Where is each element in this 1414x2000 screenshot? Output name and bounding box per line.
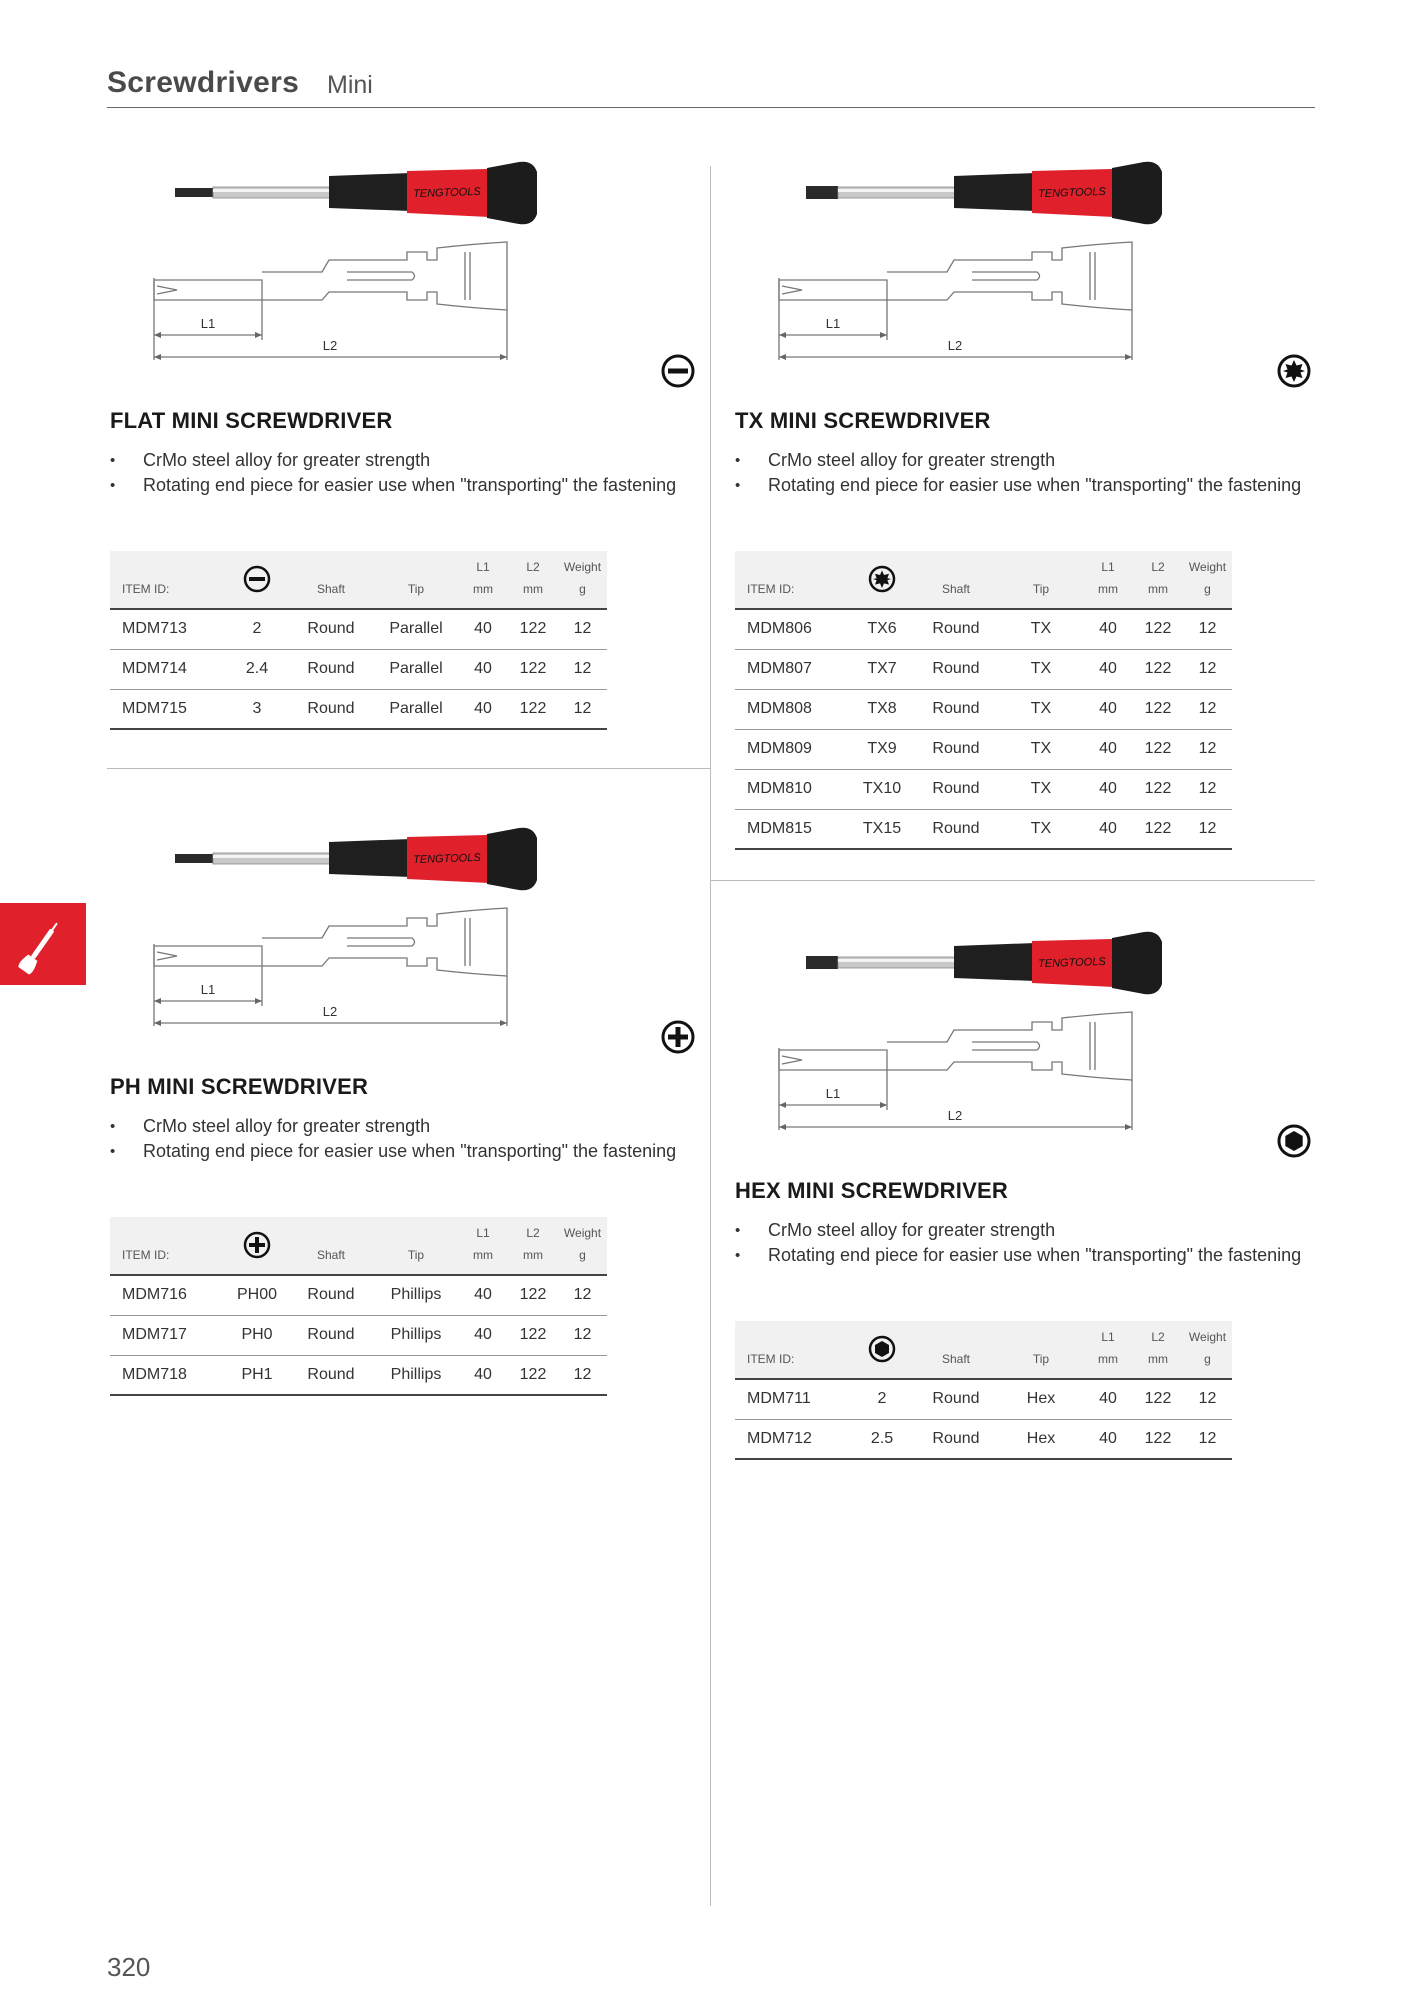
cell-l1: 40 (1083, 769, 1133, 809)
cell-l2: 122 (508, 649, 558, 689)
cell-l2: 122 (508, 1275, 558, 1315)
col-size (226, 551, 288, 609)
spec-table (735, 1321, 1232, 1460)
table-row (110, 649, 607, 689)
section-divider-left (107, 768, 710, 769)
page-title: Screwdrivers (107, 66, 300, 99)
cell-weight: 12 (1183, 769, 1232, 809)
col-item-id: ITEM ID: (735, 551, 851, 609)
spec-table (110, 1217, 607, 1396)
cell-shaft: Round (288, 1275, 374, 1315)
table-row (735, 769, 1232, 809)
cell-shaft: Round (288, 649, 374, 689)
l2-label: L2 (947, 338, 963, 353)
cell-l1: 40 (458, 649, 508, 689)
screwdriver-icon (0, 903, 86, 985)
cell-tip: TX (999, 609, 1083, 649)
cell-item-id: MDM809 (735, 729, 851, 769)
l1-label: L1 (825, 1086, 841, 1101)
cell-shaft: Round (913, 729, 999, 769)
cell-l2: 122 (508, 1355, 558, 1395)
section-title: FLAT MINI SCREWDRIVER (110, 408, 393, 433)
col-shaft: Shaft (288, 1217, 374, 1275)
flat-tip-icon (660, 353, 696, 389)
brand-label: TENGTOOLS (1037, 955, 1106, 971)
phillips-tip-icon (243, 1231, 271, 1259)
col-size (226, 1217, 288, 1275)
l1-label: L1 (200, 982, 216, 997)
screwdriver-photo (175, 162, 537, 225)
section-title: PH MINI SCREWDRIVER (110, 1074, 369, 1099)
section-title: TX MINI SCREWDRIVER (735, 408, 991, 433)
l2-label: L2 (947, 1108, 963, 1123)
table-header-row (735, 1321, 1232, 1379)
cell-tip: TX (999, 649, 1083, 689)
cell-shaft: Round (913, 649, 999, 689)
table-row (735, 689, 1232, 729)
table-header-row (110, 551, 607, 609)
screwdriver-photo (175, 828, 537, 891)
cell-l2: 122 (1133, 809, 1183, 849)
cell-size: TX15 (851, 809, 913, 849)
table-row (110, 1355, 607, 1395)
cell-tip: Hex (999, 1379, 1083, 1419)
brand-label: TENGTOOLS (412, 185, 481, 201)
cell-l2: 122 (1133, 769, 1183, 809)
cell-weight: 12 (558, 689, 607, 729)
phillips-tip-icon (660, 1019, 696, 1055)
l1-label: L1 (200, 316, 216, 331)
table-row (735, 1419, 1232, 1459)
cell-size: PH00 (226, 1275, 288, 1315)
cell-size: TX7 (851, 649, 913, 689)
cell-size: TX10 (851, 769, 913, 809)
col-l1: L1 mm (458, 1217, 508, 1275)
cell-tip: Phillips (374, 1275, 458, 1315)
cell-l1: 40 (1083, 689, 1133, 729)
cell-shaft: Round (913, 689, 999, 729)
col-item-id: ITEM ID: (110, 1217, 226, 1275)
column-divider (710, 166, 711, 1906)
cell-weight: 12 (1183, 649, 1232, 689)
product-image (107, 160, 707, 380)
cell-item-id: MDM714 (110, 649, 226, 689)
cell-l2: 122 (508, 689, 558, 729)
cell-tip: Parallel (374, 689, 458, 729)
table-row (735, 609, 1232, 649)
product-image (732, 930, 1332, 1150)
feature-item: • CrMo steel alloy for greater strength (110, 448, 690, 473)
cell-item-id: MDM717 (110, 1315, 226, 1355)
category-side-tab[interactable] (0, 903, 86, 985)
cell-l1: 40 (1083, 1419, 1133, 1459)
cell-item-id: MDM808 (735, 689, 851, 729)
cell-tip: Phillips (374, 1315, 458, 1355)
brand-label: TENGTOOLS (1037, 185, 1106, 201)
cell-l1: 40 (458, 1315, 508, 1355)
col-tip: Tip (374, 1217, 458, 1275)
feature-item: • CrMo steel alloy for greater strength (735, 448, 1315, 473)
table-row (735, 809, 1232, 849)
col-weight: Weight g (1183, 1321, 1232, 1379)
cell-l2: 122 (508, 1315, 558, 1355)
cell-weight: 12 (558, 1275, 607, 1315)
cell-l1: 40 (458, 1355, 508, 1395)
feature-item: • CrMo steel alloy for greater strength (110, 1114, 690, 1139)
l2-label: L2 (322, 338, 338, 353)
col-shaft: Shaft (913, 551, 999, 609)
cell-tip: Hex (999, 1419, 1083, 1459)
product-image (732, 160, 1332, 380)
cell-l2: 122 (1133, 689, 1183, 729)
col-tip: Tip (999, 1321, 1083, 1379)
screwdriver-photo (806, 162, 1162, 225)
cell-tip: Parallel (374, 609, 458, 649)
table-row (735, 729, 1232, 769)
screwdriver-photo (806, 932, 1162, 995)
torx-tip-icon (868, 565, 896, 593)
table-header-row (735, 551, 1232, 609)
cell-shaft: Round (288, 1315, 374, 1355)
ph-screwdriver-section (107, 826, 707, 1426)
hex-screwdriver-section (732, 930, 1332, 1530)
col-shaft: Shaft (288, 551, 374, 609)
table-row (735, 1379, 1232, 1419)
cell-weight: 12 (558, 1355, 607, 1395)
cell-item-id: MDM815 (735, 809, 851, 849)
table-row (110, 689, 607, 729)
col-l2: L2 mm (508, 551, 558, 609)
cell-size: TX9 (851, 729, 913, 769)
cell-l1: 40 (1083, 609, 1133, 649)
cell-l2: 122 (1133, 649, 1183, 689)
cell-item-id: MDM716 (110, 1275, 226, 1315)
col-l2: L2 mm (1133, 551, 1183, 609)
hex-tip-icon (868, 1335, 896, 1363)
feature-list (110, 448, 690, 498)
col-weight: Weight g (558, 1217, 607, 1275)
cell-l2: 122 (508, 609, 558, 649)
col-l2: L2 mm (508, 1217, 558, 1275)
brand-label: TENGTOOLS (412, 851, 481, 867)
spec-table (110, 551, 607, 730)
cell-item-id: MDM807 (735, 649, 851, 689)
cell-size: 2.5 (851, 1419, 913, 1459)
page-number: 320 (107, 1952, 151, 1982)
section-divider-right (711, 880, 1315, 881)
cell-shaft: Round (288, 689, 374, 729)
col-weight: Weight g (1183, 551, 1232, 609)
cell-weight: 12 (558, 609, 607, 649)
cell-l2: 122 (1133, 1419, 1183, 1459)
col-tip: Tip (999, 551, 1083, 609)
hex-tip-icon (1276, 1123, 1312, 1159)
feature-item: • Rotating end piece for easier use when "transporting" the fastening (735, 1243, 1315, 1268)
table-row (110, 1315, 607, 1355)
cell-l1: 40 (1083, 809, 1133, 849)
cell-shaft: Round (913, 809, 999, 849)
cell-shaft: Round (288, 609, 374, 649)
cell-shaft: Round (288, 1355, 374, 1395)
cell-weight: 12 (1183, 609, 1232, 649)
cell-l2: 122 (1133, 729, 1183, 769)
cell-l2: 122 (1133, 609, 1183, 649)
cell-item-id: MDM713 (110, 609, 226, 649)
col-size (851, 1321, 913, 1379)
page-header (107, 62, 1315, 108)
l1-label: L1 (825, 316, 841, 331)
product-image (107, 826, 707, 1046)
table-header-row (110, 1217, 607, 1275)
col-shaft: Shaft (913, 1321, 999, 1379)
cell-shaft: Round (913, 1379, 999, 1419)
col-l1: L1 mm (1083, 551, 1133, 609)
cell-size: TX8 (851, 689, 913, 729)
feature-item: • CrMo steel alloy for greater strength (735, 1218, 1315, 1243)
cell-size: PH1 (226, 1355, 288, 1395)
table-row (110, 1275, 607, 1315)
flat-tip-icon (243, 565, 271, 593)
cell-tip: Phillips (374, 1355, 458, 1395)
table-row (735, 649, 1232, 689)
feature-list (110, 1114, 690, 1164)
cell-l1: 40 (458, 1275, 508, 1315)
table-row (110, 609, 607, 649)
cell-shaft: Round (913, 1419, 999, 1459)
l2-label: L2 (322, 1004, 338, 1019)
col-item-id: ITEM ID: (110, 551, 226, 609)
cell-item-id: MDM715 (110, 689, 226, 729)
page-subtitle: Mini (327, 71, 373, 99)
cell-size: 2.4 (226, 649, 288, 689)
col-size (851, 551, 913, 609)
cell-weight: 12 (1183, 809, 1232, 849)
cell-l1: 40 (1083, 1379, 1133, 1419)
cell-l1: 40 (1083, 649, 1133, 689)
cell-tip: Parallel (374, 649, 458, 689)
cell-l1: 40 (458, 609, 508, 649)
feature-item: • Rotating end piece for easier use when "transporting" the fastening (735, 473, 1315, 498)
feature-item: • Rotating end piece for easier use when "transporting" the fastening (110, 1139, 690, 1164)
cell-weight: 12 (1183, 1379, 1232, 1419)
col-weight: Weight g (558, 551, 607, 609)
col-l2: L2 mm (1133, 1321, 1183, 1379)
cell-l1: 40 (458, 689, 508, 729)
cell-weight: 12 (558, 649, 607, 689)
cell-shaft: Round (913, 769, 999, 809)
torx-tip-icon (1276, 353, 1312, 389)
tx-screwdriver-section (732, 160, 1332, 860)
cell-shaft: Round (913, 609, 999, 649)
feature-list (735, 448, 1315, 498)
cell-weight: 12 (1183, 729, 1232, 769)
cell-size: PH0 (226, 1315, 288, 1355)
feature-list (735, 1218, 1315, 1268)
cell-item-id: MDM806 (735, 609, 851, 649)
flat-screwdriver-section (107, 160, 707, 760)
section-title: HEX MINI SCREWDRIVER (735, 1178, 1008, 1203)
cell-size: 2 (226, 609, 288, 649)
cell-item-id: MDM810 (735, 769, 851, 809)
col-item-id: ITEM ID: (735, 1321, 851, 1379)
cell-item-id: MDM712 (735, 1419, 851, 1459)
cell-weight: 12 (1183, 1419, 1232, 1459)
col-tip: Tip (374, 551, 458, 609)
cell-item-id: MDM711 (735, 1379, 851, 1419)
cell-tip: TX (999, 689, 1083, 729)
col-l1: L1 mm (1083, 1321, 1133, 1379)
cell-tip: TX (999, 809, 1083, 849)
cell-tip: TX (999, 769, 1083, 809)
cell-size: 2 (851, 1379, 913, 1419)
cell-weight: 12 (1183, 689, 1232, 729)
cell-size: 3 (226, 689, 288, 729)
cell-weight: 12 (558, 1315, 607, 1355)
cell-tip: TX (999, 729, 1083, 769)
cell-item-id: MDM718 (110, 1355, 226, 1395)
col-l1: L1 mm (458, 551, 508, 609)
spec-table (735, 551, 1232, 850)
cell-size: TX6 (851, 609, 913, 649)
cell-l2: 122 (1133, 1379, 1183, 1419)
cell-l1: 40 (1083, 729, 1133, 769)
feature-item: • Rotating end piece for easier use when "transporting" the fastening (110, 473, 690, 498)
